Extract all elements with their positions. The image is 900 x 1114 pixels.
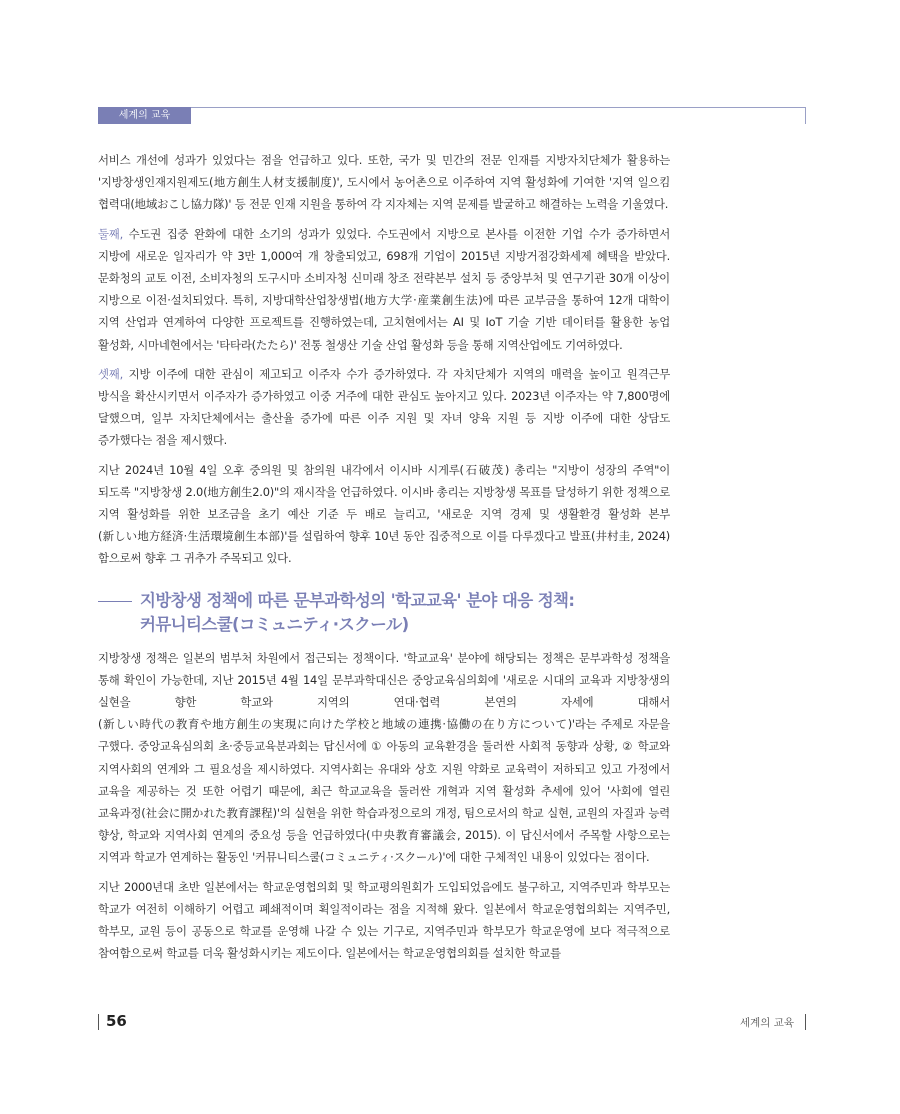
paragraph-third [98,363,670,452]
section-heading [98,589,670,637]
paragraph-ishiba [98,459,670,570]
paragraph-text: 서비스 개선에 성과가 있었다는 점을 언급하고 있다. 또한, 국가 및 민간의 전문 인재를 지방자치단체가 활용하는 '지방창생인재지원제도(地方創生人材支援制度)', 도시에서 농어촌으로 이주하여 지역 활성화에 기여한 '지역 일으킴 협력대(地域おこし協力隊)' 등 전문 인재 지원을 통하여 각 지자체는 지역 문제를 발굴하고 해결하는 노력을 기울였다. [98,153,670,212]
page-number: 56 [106,1012,127,1030]
paragraph-council [98,876,670,965]
section-heading-line2: 커뮤니티스쿨(コミュニティ·スクール) [140,614,409,634]
header-section-tab: 세계의 교육 [98,107,191,124]
paragraph-text: 수도권 집중 완화에 대한 소기의 성과가 있었다. 수도권에서 지방으로 본사를 이전한 기업 수가 증가하면서 지방에 새로운 일자리가 약 3만 1,000여 개 창출되었고, 698개 기업이 2015년 지방거점강화세제 혜택을 받았다. 문화청의 교토 이전, 소비자청의 도구시마 소비자청 신미래 창조 전략본부 설치 등 중앙부처 및 연구기관 30개 이상이 지방으로 이전·설치되었다. 특히, 지방대학산업창생법(地方大学·産業創生法)에 따른 교부금을 통하여 12개 대학이 지역 산업과 연계하여 다양한 프로젝트를 진행하였는데, 고치현에서는 AI 및 IoT 기술 기반 데이터를 활용한 농업 활성화, 시마네현에서는 '타타라(たたら)' 전통 철생산 기술 산업 활성화 등을 통해 지역산업에도 기여하였다. [98,226,670,352]
paragraph-text: 지방 이주에 대한 관심이 제고되고 이주자 수가 증가하였다. 각 자치단체가 지역의 매력을 높이고 원격근무 방식을 확산시키면서 이주자가 증가하였고 이중 거주에 대한 관심도 높아지고 있다. 2023년 이주자는 약 7,800명에 달했으며, 일부 자치단체에서는 출산율 증가에 따른 이주 지원 및 자녀 양육 지원 등 지방 이주에 대한 상담도 증가했다는 점을 제시했다. [98,366,670,448]
article-body [98,149,670,972]
paragraph-text: 지난 2024년 10월 4일 오후 중의원 및 참의원 내각에서 이시바 시게루(石破茂) 총리는 "지방이 성장의 주역"이 되도록 "지방창생 2.0(地方創生2.0)"의 재시작을 언급하였다. 이시바 총리는 지방창생 목표를 달성하기 위한 정책으로 지역 활성화를 위한 보조금을 초기 예산 기준 두 배로 늘리고, '새로운 지역 경제 및 생활환경 활성화 본부(新しい地方経済·生活環境創生本部)'를 설립하여 향후 10년 동안 집중적으로 이를 다루겠다고 발표(井村圭, 2024)함으로써 향후 그 귀추가 주목되고 있다. [98,462,670,566]
header-rule [191,107,805,108]
paragraph-lead: 둘째, [98,226,124,241]
section-heading-line1: 지방창생 정책에 따른 문부과학성의 '학교교육' 분야 대응 정책: [140,590,575,610]
paragraph-second [98,223,670,356]
footer-running-title: 세계의 교육 [739,1017,794,1029]
paragraph-intro-continued [98,149,670,216]
header-right-tick [805,107,806,124]
paragraph-text: 지난 2000년대 초반 일본에서는 학교운영협의회 및 학교평의원회가 도입되었음에도 불구하고, 지역주민과 학부모는 학교가 여전히 이해하기 어렵고 폐쇄적이며 획일적이라는 점을 지적해 왔다. 일본에서 학교운영협의회는 지역주민, 학부모, 교원 등이 공동으로 학교를 운영해 나갈 수 있는 기구로, 지역주민과 학부모가 학교운영에 보다 적극적으로 참여함으로써 학교를 더욱 활성화시키는 제도이다. 일본에서는 학교운영협의회를 설치한 학교를 [98,879,670,961]
paragraph-text: 지방창생 정책은 일본의 범부처 차원에서 접근되는 정책이다. '학교교육' 분야에 해당되는 정책은 문부과학성 정책을 통해 확인이 가능한데, 지난 2015년 4월 14일 문부과학대신은 중앙교육심의회에 '새로운 시대의 교육과 지방창생의 실현을 향한 학교와 지역의 연대·협력 본연의 자세에 대해서(新しい時代の教育や地方創生の実現に向けた学校と地域の連携·協働の在り方について)'라는 주제로 자문을 구했다. 중앙교육심의회 초·중등교육분과회는 답신서에 ① 아동의 교육환경을 둘러싼 사회적 동향과 상황, ② 학교와 지역사회의 연계와 그 필요성을 제시하였다. 지역사회는 유대와 상호 지원 약화로 교육력이 저하되고 있고 가정에서 교육을 제공하는 것 또한 어렵기 때문에, 최근 학교교육을 둘러싼 개혁과 지역 활성화 추세에 있어 '사회에 열린 교육과정(社会に開かれた教育課程)'의 실현을 위한 학습과정으로의 개정, 팀으로서의 학교 실현, 교원의 자질과 능력 향상, 학교와 지역사회 연계의 중요성 등을 언급하였다(中央教育審議会, 2015). 이 답신서에서 주목할 사항으로는 지역과 학교가 연계하는 활동인 '커뮤니티스쿨(コミュニティ·スクール)'에 대한 구체적인 내용이 있었다는 점이다. [98,650,670,865]
paragraph-lead: 셋째, [98,366,124,381]
footer-left-tick [98,1014,99,1030]
paragraph-policy [98,647,670,869]
footer-right-tick [805,1014,806,1030]
heading-dash [98,601,132,602]
